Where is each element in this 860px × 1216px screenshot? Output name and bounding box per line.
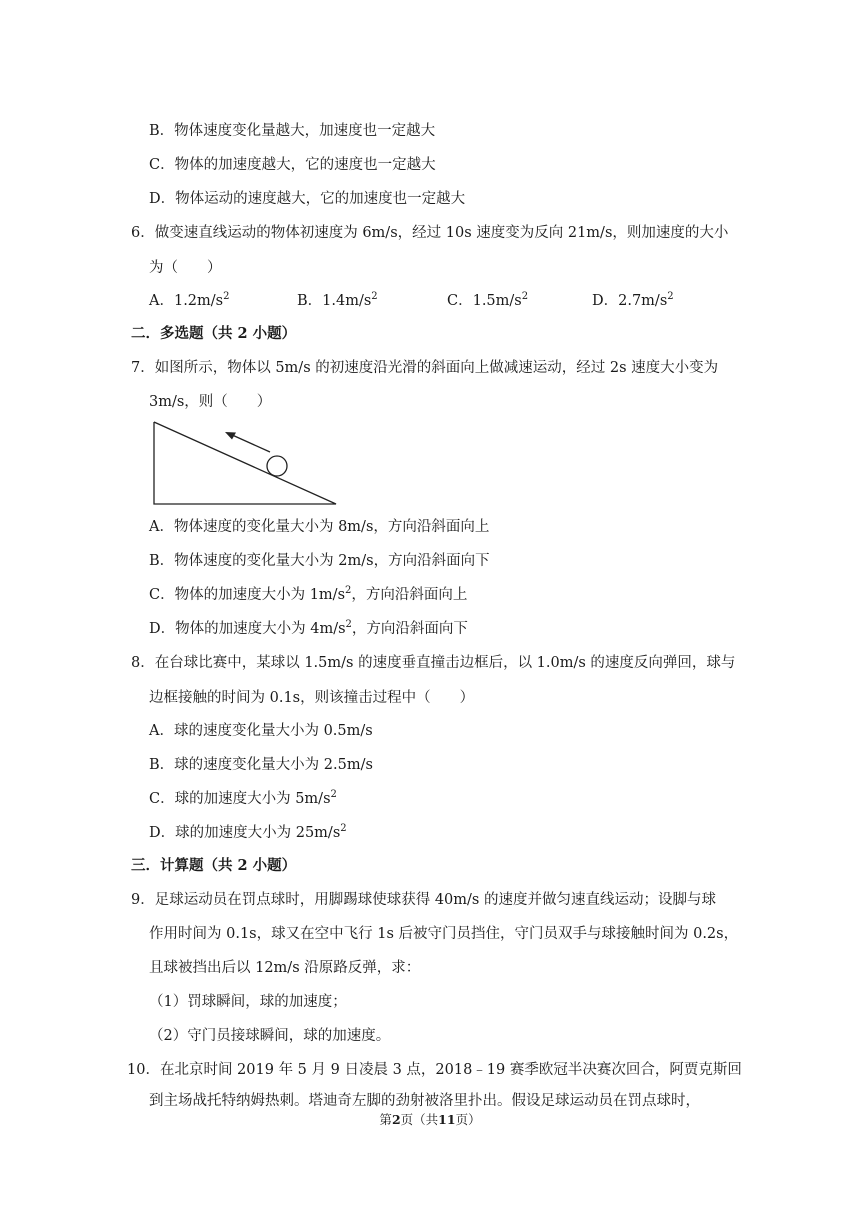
q8-stem-line1: 8．在台球比赛中，某球以 1.5m/s 的速度垂直撞击边框后，以 1.0m/s 的速度反向弹回，球与: [131, 655, 736, 671]
q9-subquestion-2: （2）守门员接球瞬间，球的加速度。: [149, 1028, 391, 1044]
q10-line1: 10．在北京时间 2019 年 5 月 9 日凌晨 3 点，2018﹣19 赛季欧冠半决赛次回合，阿贾克斯回: [127, 1062, 742, 1078]
page-footer: 第2页（共11页）: [379, 1112, 481, 1127]
q8-stem-line2: 边框接触的时间为 0.1s，则该撞击过程中（ ）: [149, 690, 475, 706]
q9-line2: 作用时间为 0.1s，球又在空中飞行 1s 后被守门员挡住，守门员双手与球接触时间为 0.2s，: [149, 926, 739, 942]
q5-option-c: C．物体的加速度越大，它的速度也一定越大: [149, 157, 436, 173]
q6-stem-line2: 为（ ）: [149, 260, 222, 276]
q8-option-c: C．球的加速度大小为 $5m/s^2$: [149, 789, 337, 807]
q6-options-row: [149, 291, 749, 311]
q9-line1: 9．足球运动员在罚点球时，用脚踢球使球获得 40m/s 的速度并做匀速直线运动；设脚与球: [131, 892, 716, 908]
incline-diagram: [150, 420, 342, 508]
q7-option-d: D．物体的加速度大小为 $4m/s^2$，方向沿斜面向下: [149, 619, 468, 637]
q7-stem-line1: 7．如图所示，物体以 5m/s 的初速度沿光滑的斜面向上做减速运动，经过 2s 速度大小变为: [131, 360, 719, 376]
q5-option-b: B．物体速度变化量越大，加速度也一定越大: [149, 123, 436, 139]
q8-option-b: B．球的速度变化量大小为 2.5m/s: [149, 757, 373, 773]
section-multiple-choice-heading: 二．多选题（共 2 小题）: [131, 325, 297, 342]
q7-stem-line2: 3m/s，则（ ）: [149, 394, 272, 410]
incline-triangle: [154, 422, 336, 504]
page-number: 2: [391, 1112, 401, 1127]
page-total: 11: [438, 1112, 456, 1127]
q6-option-b: B．$1.4m/s^2$: [297, 291, 378, 309]
q10-line2: 到主场战托特纳姆热刺。塔迪奇左脚的劲射被洛里扑出。假设足球运动员在罚点球时，: [149, 1093, 700, 1109]
ball: [267, 456, 287, 476]
q8-option-a: A．球的速度变化量大小为 0.5m/s: [149, 723, 373, 739]
q6-option-d: D．$2.7m/s^2$: [592, 291, 674, 309]
q7-option-b: B．物体速度的变化量大小为 2m/s，方向沿斜面向下: [149, 553, 490, 569]
section-calculation-heading: 三．计算题（共 2 小题）: [131, 857, 297, 874]
q5-option-d: D．物体运动的速度越大，它的加速度也一定越大: [149, 191, 466, 207]
q6-option-a: A．$1.2m/s^2$: [149, 291, 230, 309]
q7-option-c: C．物体的加速度大小为 $1m/s^2$，方向沿斜面向上: [149, 585, 468, 603]
q6-stem-line1: 6．做变速直线运动的物体初速度为 6m/s，经过 10s 速度变为反向 21m/s，则加速度的大小: [131, 225, 729, 241]
velocity-arrow-shaft: [230, 434, 270, 452]
q7-option-a: A．物体速度的变化量大小为 8m/s，方向沿斜面向上: [149, 519, 490, 535]
q9-subquestion-1: （1）罚球瞬间，球的加速度；: [149, 994, 347, 1010]
q8-option-d: D．球的加速度大小为 $25m/s^2$: [149, 823, 347, 841]
q6-option-c: C．$1.5m/s^2$: [447, 291, 529, 309]
q9-line3: 且球被挡出后以 12m/s 沿原路反弹，求：: [149, 960, 421, 976]
